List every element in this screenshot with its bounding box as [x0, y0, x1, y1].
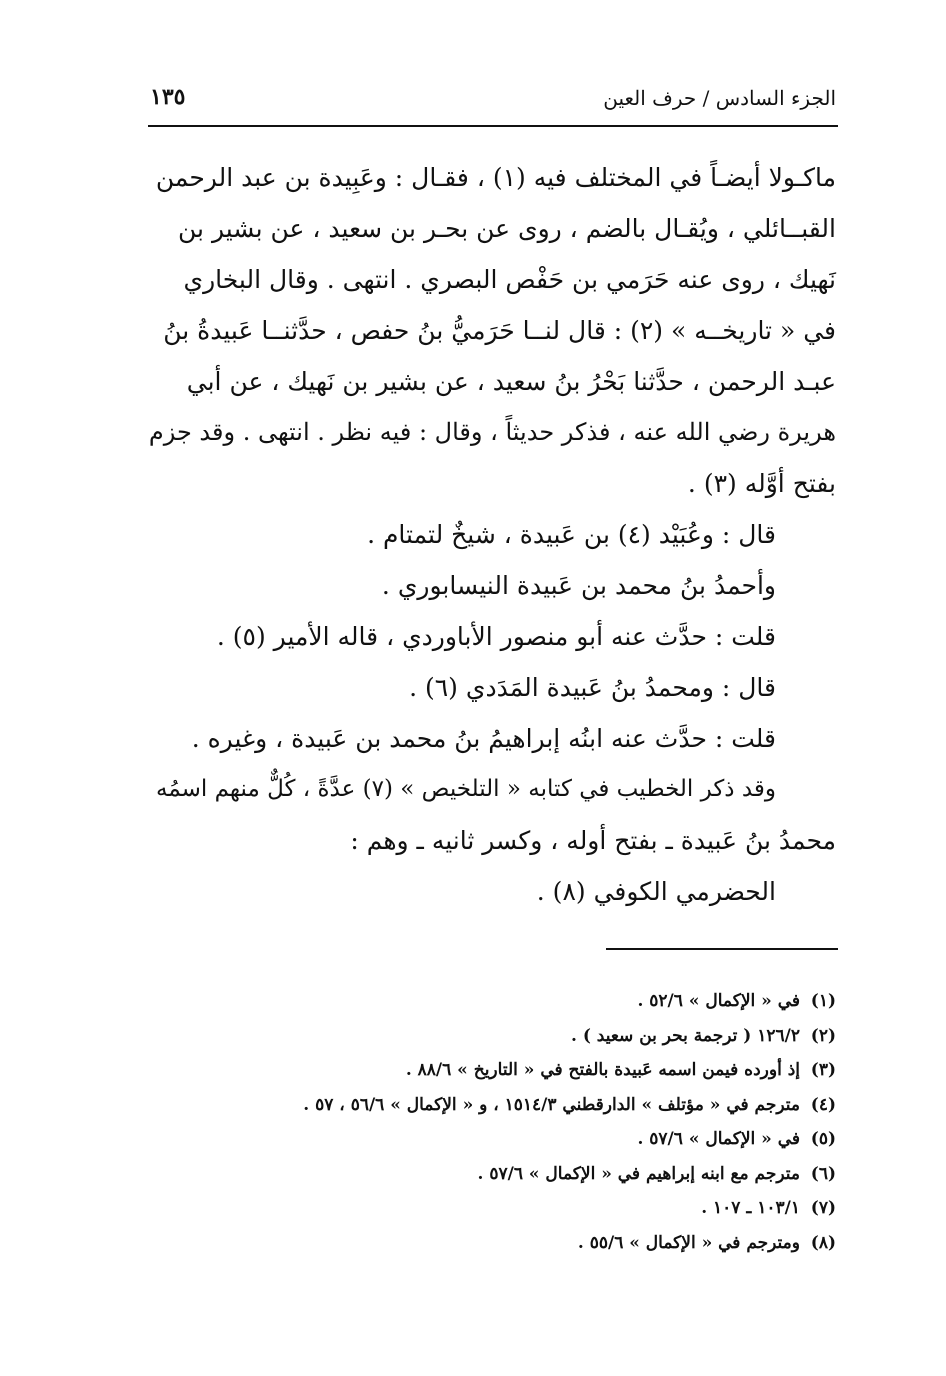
footnote-item — [150, 1191, 836, 1226]
footnote-text: ومترجم في « الإكمال » ٥٥/٦ . — [577, 1232, 800, 1253]
footnote-text: ١٠٣/١ ـ ١٠٧ . — [701, 1198, 800, 1218]
note-qult-2: قلت : حدَّث عنه ابنُه إبراهيمُ بنُ محمد بن عَبيدة ، وغيره . — [191, 724, 776, 753]
entry-ahmad: وأحمدُ بنُ محمد بن عَبيدة النيسابوري . — [381, 571, 776, 600]
footnote-item — [150, 1226, 836, 1261]
footnote-number: (٣) — [810, 1060, 836, 1080]
footnote-item — [150, 1053, 836, 1088]
footnote-text: في « الإكمال » ٥٢/٦ . — [637, 991, 800, 1011]
footnote-item — [150, 1122, 836, 1157]
footnote-item — [150, 1019, 836, 1054]
text-line: نَهيك ، روى عنه حَرَمي بن حَفْص البصري . انتهى . وقال البخاري — [183, 265, 836, 294]
footnote-text: في « الإكمال » ٥٧/٦ . — [637, 1129, 800, 1149]
footnote-text: مترجم في « مؤتلف » الدارقطني ١٥١٤/٣ ، و « الإكمال » ٥٦/٦ ، ٥٧ . — [303, 1094, 800, 1115]
main-text — [145, 152, 836, 917]
footnote-number: (١) — [810, 991, 836, 1011]
text-line: عبـد الرحمن ، حدَّثنا بَحْرُ بنُ سعيد ، عن بشير بن نَهيك ، عن أبي — [186, 367, 836, 396]
footnotes — [150, 984, 836, 1260]
footnote-item — [150, 1088, 836, 1123]
text-line: في « تاريخــه » (٢) : قال لنــا حَرَميُّ بنُ حفص ، حدَّثنــا عَبيدةُ بنُ — [163, 316, 836, 345]
text-line: هريرة رضي الله عنه ، فذكر حديثاً ، وقال : فيه نظر . انتهى . وقد جزم — [148, 418, 836, 446]
footnote-item — [150, 984, 836, 1019]
entry-ubayd: قال : وعُبَيْد (٤) بن عَبيدة ، شيخٌ لتمتام . — [367, 520, 776, 549]
running-title: الجزء السادس / حرف العين — [603, 86, 836, 110]
footnote-number: (٤) — [810, 1094, 836, 1115]
text-line: الحضرمي الكوفي (٨) . — [536, 877, 776, 906]
entry-muhammad: قال : ومحمدُ بنُ عَبيدة المَدَدي (٦) . — [409, 673, 776, 702]
text-line: القبــائلي ، ويُقـال بالضم ، روى عن بحـر بن سعيد ، عن بشير بن — [178, 214, 836, 243]
text-line: بفتح أوَّله (٣) . — [687, 469, 836, 498]
footnote-number: (٦) — [810, 1163, 836, 1184]
footnote-rule — [606, 948, 838, 950]
text-line: وقد ذكر الخطيب في كتابه « التلخيص » (٧) عدَّةً ، كُلٌّ منهم اسمُه — [156, 776, 776, 802]
header-rule — [148, 125, 838, 127]
footnote-text: إذ أورده فيمن اسمه عَبيدة بالفتح في « التاريخ » ٨٨/٦ . — [405, 1060, 800, 1080]
footnote-number: (٨) — [810, 1232, 836, 1253]
page-number: ١٣٥ — [150, 84, 186, 110]
footnote-number: (٢) — [810, 1025, 836, 1046]
running-head — [150, 80, 836, 120]
footnote-item — [150, 1157, 836, 1192]
footnote-text: ١٢٦/٢ ( ترجمة بحر بن سعيد ) . — [571, 1025, 800, 1046]
footnote-number: (٥) — [810, 1129, 836, 1149]
text-line: محمدُ بنُ عَبيدة ـ بفتح أوله ، وكسر ثانيه ـ وهم : — [350, 826, 836, 855]
footnote-text: مترجم مع ابنه إبراهيم في « الإكمال » ٥٧/٦ . — [477, 1163, 800, 1184]
note-qult-1: قلت : حدَّث عنه أبو منصور الأباوردي ، قاله الأمير (٥) . — [216, 622, 776, 651]
text-line: ماكـولا أيضـاً في المختلف فيه (١) ، فقـال : وعَبِيدة بن عبد الرحمن — [155, 163, 836, 192]
footnote-number: (٧) — [810, 1198, 836, 1218]
